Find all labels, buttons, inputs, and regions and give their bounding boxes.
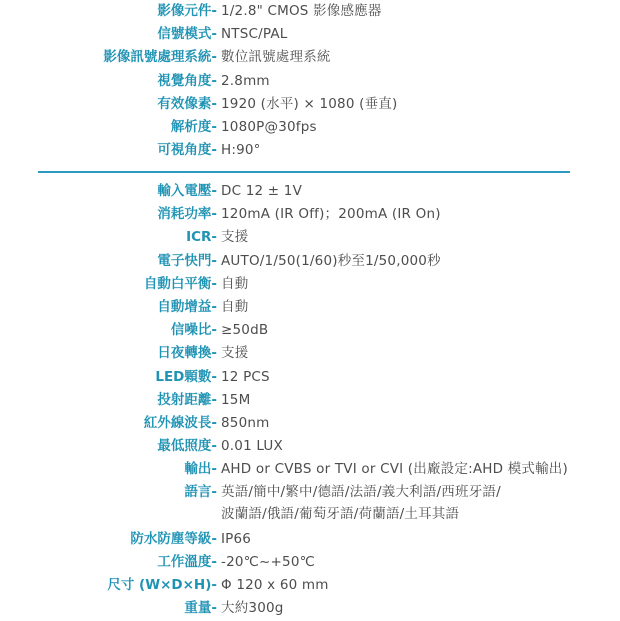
spec-label-separator: - [211, 183, 217, 199]
spec-value [217, 481, 620, 525]
spec-label-separator: - [211, 298, 217, 315]
spec-label-separator: - [211, 461, 217, 478]
spec-label-text: 電子快門 [157, 252, 212, 269]
spec-label-separator: - [211, 229, 217, 246]
spec-label [0, 296, 217, 318]
spec-value-line: 1080P@30fps [221, 118, 317, 135]
spec-value-line: 2.8mm [221, 72, 270, 89]
spec-label-separator: - [211, 206, 217, 223]
spec-row [0, 273, 620, 296]
spec-label [0, 458, 217, 480]
spec-label-text: 投射距離 [157, 391, 212, 408]
spec-label-text: 信噪比 [170, 322, 212, 339]
spec-label-separator: - [211, 322, 217, 339]
spec-label [0, 273, 217, 295]
spec-group-electrical [0, 180, 620, 621]
spec-label-text: 自動增益 [157, 298, 212, 315]
spec-value-line: 英語/簡中/繁中/德語/法語/義大利語/西班牙語/ [221, 484, 501, 501]
spec-label-separator: - [211, 577, 217, 594]
spec-value [217, 116, 620, 138]
spec-label [0, 389, 217, 411]
spec-value [217, 319, 620, 341]
spec-label [0, 597, 217, 619]
spec-row [0, 551, 620, 574]
spec-row [0, 481, 620, 527]
spec-value [217, 139, 620, 161]
spec-value-line: 1/2.8" CMOS 影像感應器 [221, 3, 382, 19]
spec-label [0, 412, 217, 434]
spec-label-separator: - [211, 118, 217, 135]
spec-value-line: -20℃~+50℃ [221, 554, 315, 571]
spec-row [0, 180, 620, 203]
spec-value [217, 366, 620, 388]
spec-value [217, 551, 620, 573]
spec-value-line: 自動 [221, 298, 249, 315]
spec-value [217, 574, 620, 596]
spec-row [0, 226, 620, 249]
spec-label-separator: - [211, 414, 217, 431]
spec-label-separator: - [211, 72, 217, 89]
spec-label-text: 工作溫度 [157, 554, 212, 571]
spec-label-separator: - [211, 554, 217, 571]
spec-value-line: IP66 [221, 530, 252, 547]
spec-value-line: 大約300g [221, 600, 284, 617]
spec-label-text: ICR [186, 229, 212, 246]
spec-row [0, 23, 620, 46]
spec-label [0, 93, 217, 115]
spec-value [217, 180, 620, 202]
spec-label [0, 203, 217, 225]
spec-label-separator: - [211, 438, 217, 455]
spec-value-line: 自動 [221, 275, 249, 292]
spec-value-line: ≥50dB [221, 322, 269, 339]
spec-value-line: AHD or CVBS or TVI or CVI (出廠設定:AHD 模式輸出) [221, 461, 568, 478]
spec-value [217, 435, 620, 457]
spec-label [0, 435, 217, 457]
spec-label-separator: - [211, 142, 217, 159]
spec-label-text: 最低照度 [157, 438, 212, 455]
spec-row [0, 139, 620, 162]
spec-label-separator: - [211, 600, 217, 617]
spec-row [0, 0, 620, 23]
spec-value [217, 412, 620, 434]
spec-label-text: 自動白平衡 [143, 275, 212, 292]
spec-label [0, 139, 217, 161]
spec-label-text: 語言 [184, 484, 212, 501]
spec-value [217, 203, 620, 225]
spec-label-text: 解析度 [170, 118, 212, 135]
spec-label [0, 0, 217, 22]
spec-label-separator: - [211, 3, 217, 19]
spec-row [0, 366, 620, 389]
spec-value [217, 70, 620, 92]
spec-value-line: AUTO/1/50(1/60)秒至1/50,000秒 [221, 252, 441, 269]
spec-value [217, 93, 620, 115]
spec-value [217, 0, 620, 22]
spec-label-text: 視覺角度 [157, 72, 212, 89]
spec-row [0, 574, 620, 597]
spec-label [0, 116, 217, 138]
spec-value-line: 波蘭語/俄語/葡萄牙語/荷蘭語/土耳其語 [221, 506, 460, 523]
spec-value [217, 597, 620, 619]
spec-value [217, 46, 620, 68]
spec-value [217, 528, 620, 550]
spec-label-text: LED顆數 [155, 368, 212, 385]
spec-label-text: 信號模式 [157, 26, 212, 43]
spec-value-line: 數位訊號處理系統 [221, 49, 331, 66]
spec-label-text: 防水防塵等級 [130, 530, 212, 547]
spec-label-separator: - [211, 275, 217, 292]
spec-label-separator: - [211, 530, 217, 547]
spec-value-line: 850nm [221, 414, 270, 431]
spec-value [217, 226, 620, 248]
spec-value [217, 23, 620, 45]
spec-label-text: 紅外線波長 [143, 414, 212, 431]
spec-row [0, 70, 620, 93]
spec-value-line: 12 PCS [221, 368, 270, 385]
spec-label [0, 366, 217, 388]
spec-label-separator: - [211, 252, 217, 269]
spec-label-text: 消耗功率 [157, 206, 212, 223]
spec-label-text: 尺寸 (W×D×H) [107, 577, 212, 594]
spec-value-line: 0.01 LUX [221, 438, 283, 455]
spec-row [0, 389, 620, 412]
spec-label [0, 481, 217, 503]
spec-label-separator: - [211, 26, 217, 43]
spec-row [0, 93, 620, 116]
spec-value [217, 250, 620, 272]
spec-row [0, 458, 620, 481]
section-divider [38, 171, 570, 173]
spec-value-line: DC 12 ± 1V [221, 183, 303, 199]
spec-label [0, 46, 217, 68]
spec-label-separator: - [211, 49, 217, 66]
spec-label-text: 重量 [184, 600, 212, 617]
spec-label [0, 528, 217, 550]
spec-value [217, 389, 620, 411]
spec-row [0, 597, 620, 620]
spec-label [0, 319, 217, 341]
spec-label-text: 影像訊號處理系統 [103, 49, 212, 66]
spec-value [217, 458, 620, 480]
spec-value-line: Φ 120 x 60 mm [221, 577, 329, 594]
spec-value-line: 120mA (IR Off)；200mA (IR On) [221, 206, 441, 223]
spec-value [217, 296, 620, 318]
spec-group-optics [0, 0, 620, 162]
spec-row [0, 203, 620, 226]
spec-label-text: 可視角度 [157, 142, 212, 159]
spec-value-line: 支援 [221, 229, 249, 246]
spec-label-text: 輸入電壓 [157, 183, 212, 199]
spec-row [0, 250, 620, 273]
spec-value-line: 15M [221, 391, 251, 408]
spec-label [0, 250, 217, 272]
spec-label [0, 70, 217, 92]
spec-label [0, 342, 217, 364]
spec-label [0, 180, 217, 202]
spec-label-text: 日夜轉換 [157, 345, 212, 362]
spec-label [0, 574, 217, 596]
spec-label-separator: - [211, 391, 217, 408]
spec-row [0, 342, 620, 365]
spec-row [0, 46, 620, 69]
spec-label-text: 有效像素 [157, 95, 212, 112]
spec-label-text: 輸出 [184, 461, 212, 478]
spec-label [0, 23, 217, 45]
spec-row [0, 412, 620, 435]
spec-value-line: H:90° [221, 142, 261, 159]
spec-row [0, 528, 620, 551]
spec-value-line: 1920 (水平) × 1080 (垂直) [221, 95, 398, 112]
spec-label-text: 影像元件 [157, 3, 212, 19]
spec-value [217, 342, 620, 364]
spec-row [0, 435, 620, 458]
spec-value-line: NTSC/PAL [221, 26, 288, 43]
spec-row [0, 116, 620, 139]
spec-label [0, 226, 217, 248]
spec-value [217, 273, 620, 295]
spec-row [0, 296, 620, 319]
spec-label [0, 551, 217, 573]
spec-label-separator: - [211, 484, 217, 501]
spec-row [0, 319, 620, 342]
spec-label-separator: - [211, 368, 217, 385]
spec-label-separator: - [211, 95, 217, 112]
spec-value-line: 支援 [221, 345, 249, 362]
spec-label-separator: - [211, 345, 217, 362]
